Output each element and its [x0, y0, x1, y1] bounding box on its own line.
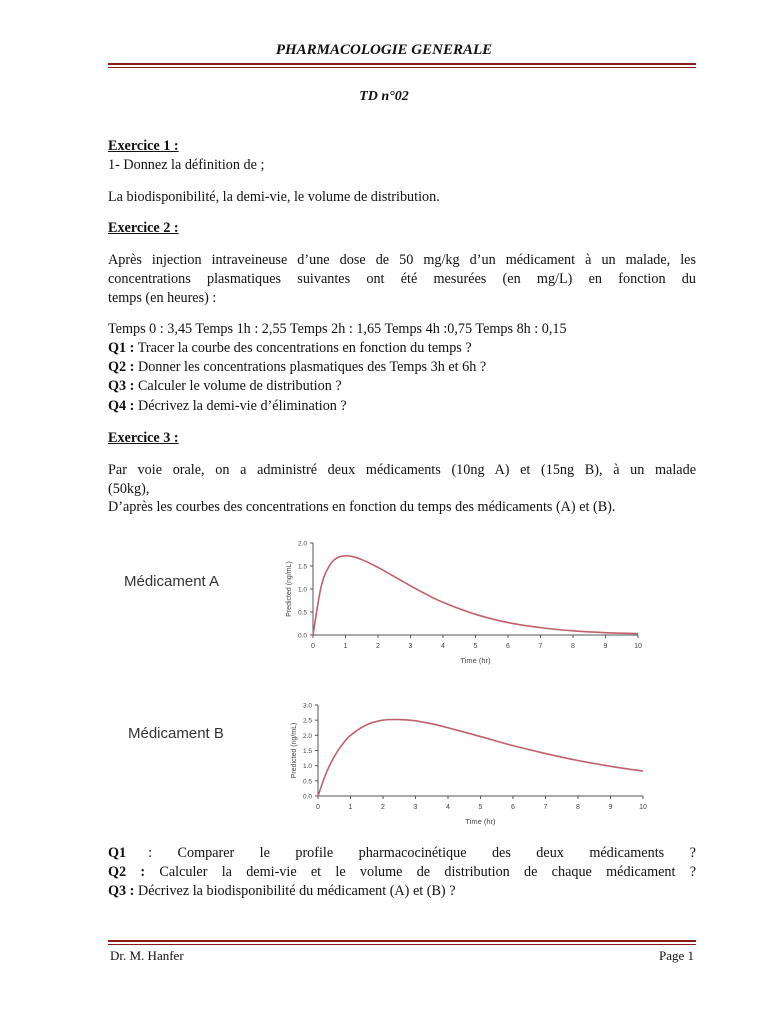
y-tick-label: 1.0	[297, 586, 307, 594]
x-tick-label: 3	[408, 643, 413, 650]
ex2-q2: Q2 : Donner les concentrations plasmatiques des Temps 3h et 6h ?	[108, 359, 487, 375]
x-tick-label: 5	[478, 804, 483, 811]
page-header-title: PHARMACOLOGIE GENERALE	[275, 42, 493, 58]
y-tick-label: 1.5	[297, 563, 307, 571]
footer-author: Dr. M. Hanfer	[110, 948, 184, 963]
x-tick-label: 0	[311, 643, 315, 650]
ex3-para-line3: D’après les courbes des concentrations en fonction du temps des médicaments (A) et (B).	[108, 499, 616, 515]
header-rule	[108, 63, 696, 65]
ex3-q1: Q1 : Comparer le profile pharmacocinétique des deux médicaments ?	[108, 845, 696, 861]
x-tick-label: 9	[603, 643, 608, 650]
chart-medicament-b	[270, 698, 670, 836]
ex2-para-line1: Après injection intraveineuse d’une dose de 50 mg/kg d’un médicament à un malade, les	[108, 252, 696, 268]
x-tick-label: 10	[639, 804, 647, 811]
footer-rule-thin	[108, 944, 696, 945]
x-axis-label: Time (hr)	[465, 817, 496, 826]
x-tick-label: 9	[608, 804, 613, 811]
ex2-para-line2: concentrations plasmatiques suivantes ont été mesurées (en mg/L) en fonction du	[108, 271, 696, 287]
y-tick-label: 1.0	[302, 763, 312, 771]
ex2-title: Exercice 2 :	[108, 220, 179, 236]
x-tick-label: 6	[511, 804, 515, 811]
ex2-data: Temps 0 : 3,45 Temps 1h : 2,55 Temps 2h : 1,65 Temps 4h :0,75 Temps 8h : 0,15	[108, 321, 567, 337]
x-tick-label: 1	[343, 643, 348, 650]
x-tick-label: 1	[348, 804, 353, 811]
y-tick-label: 2.0	[302, 732, 312, 740]
x-tick-label: 5	[473, 643, 478, 650]
ex1-line1: 1- Donnez la définition de ;	[108, 157, 265, 173]
y-tick-label: 1.5	[302, 748, 312, 755]
x-tick-label: 2	[381, 804, 385, 811]
header-rule-thin	[108, 67, 696, 68]
y-tick-label: 0.5	[302, 778, 312, 786]
y-axis-label: Predicted (ng/mL)	[291, 722, 298, 779]
chart-medicament-a	[260, 533, 660, 673]
y-tick-label: 0.5	[297, 609, 307, 617]
ex2-para-line3: temps (en heures) :	[108, 290, 217, 306]
td-title: TD n°02	[359, 89, 409, 104]
x-tick-label: 6	[506, 643, 510, 650]
ex3-q3: Q3 : Décrivez la biodisponibilité du médicament (A) et (B) ?	[108, 883, 456, 899]
ex3-q2: Q2 : Calculer la demi-vie et le volume de distribution de chaque médicament ?	[108, 864, 696, 880]
ex3-title: Exercice 3 :	[108, 430, 179, 446]
ex2-q1: Q1 : Tracer la courbe des concentrations en fonction du temps ?	[108, 340, 472, 356]
y-tick-label: 2.0	[297, 540, 307, 548]
footer-page: Page 1	[658, 948, 694, 963]
y-tick-label: 3.0	[302, 702, 312, 710]
y-tick-label: 2.5	[302, 717, 312, 725]
ex1-line2: La biodisponibilité, la demi-vie, le volume de distribution.	[108, 189, 440, 205]
chart-a-label: Médicament A	[124, 573, 220, 590]
ex3-para-line2: (50kg),	[108, 481, 150, 497]
x-tick-label: 7	[543, 804, 548, 811]
x-tick-label: 4	[441, 643, 445, 650]
series-line	[313, 556, 638, 635]
x-tick-label: 0	[316, 804, 320, 811]
x-tick-label: 8	[576, 804, 580, 811]
ex2-q4: Q4 : Décrivez la demi-vie d’élimination ?	[108, 398, 347, 414]
ex1-title: Exercice 1 :	[108, 138, 179, 154]
chart-b-label: Médicament B	[128, 725, 224, 742]
y-axis-label: Predicted (ng/mL)	[286, 561, 293, 617]
y-tick-label: 0.0	[302, 793, 312, 801]
x-tick-label: 8	[571, 643, 575, 650]
ex3-para-line1: Par voie orale, on a administré deux médicaments (10ng A) et (15ng B), à un malade	[108, 462, 696, 478]
x-tick-label: 2	[376, 643, 380, 650]
x-tick-label: 7	[538, 643, 543, 650]
y-tick-label: 0.0	[297, 632, 307, 640]
ex2-q3: Q3 : Calculer le volume de distribution ?	[108, 378, 342, 394]
x-tick-label: 4	[446, 804, 450, 811]
x-axis-label: Time (hr)	[460, 656, 491, 665]
series-line	[318, 719, 643, 796]
footer-rule	[108, 940, 696, 942]
x-tick-label: 10	[634, 643, 642, 650]
x-tick-label: 3	[413, 804, 418, 811]
